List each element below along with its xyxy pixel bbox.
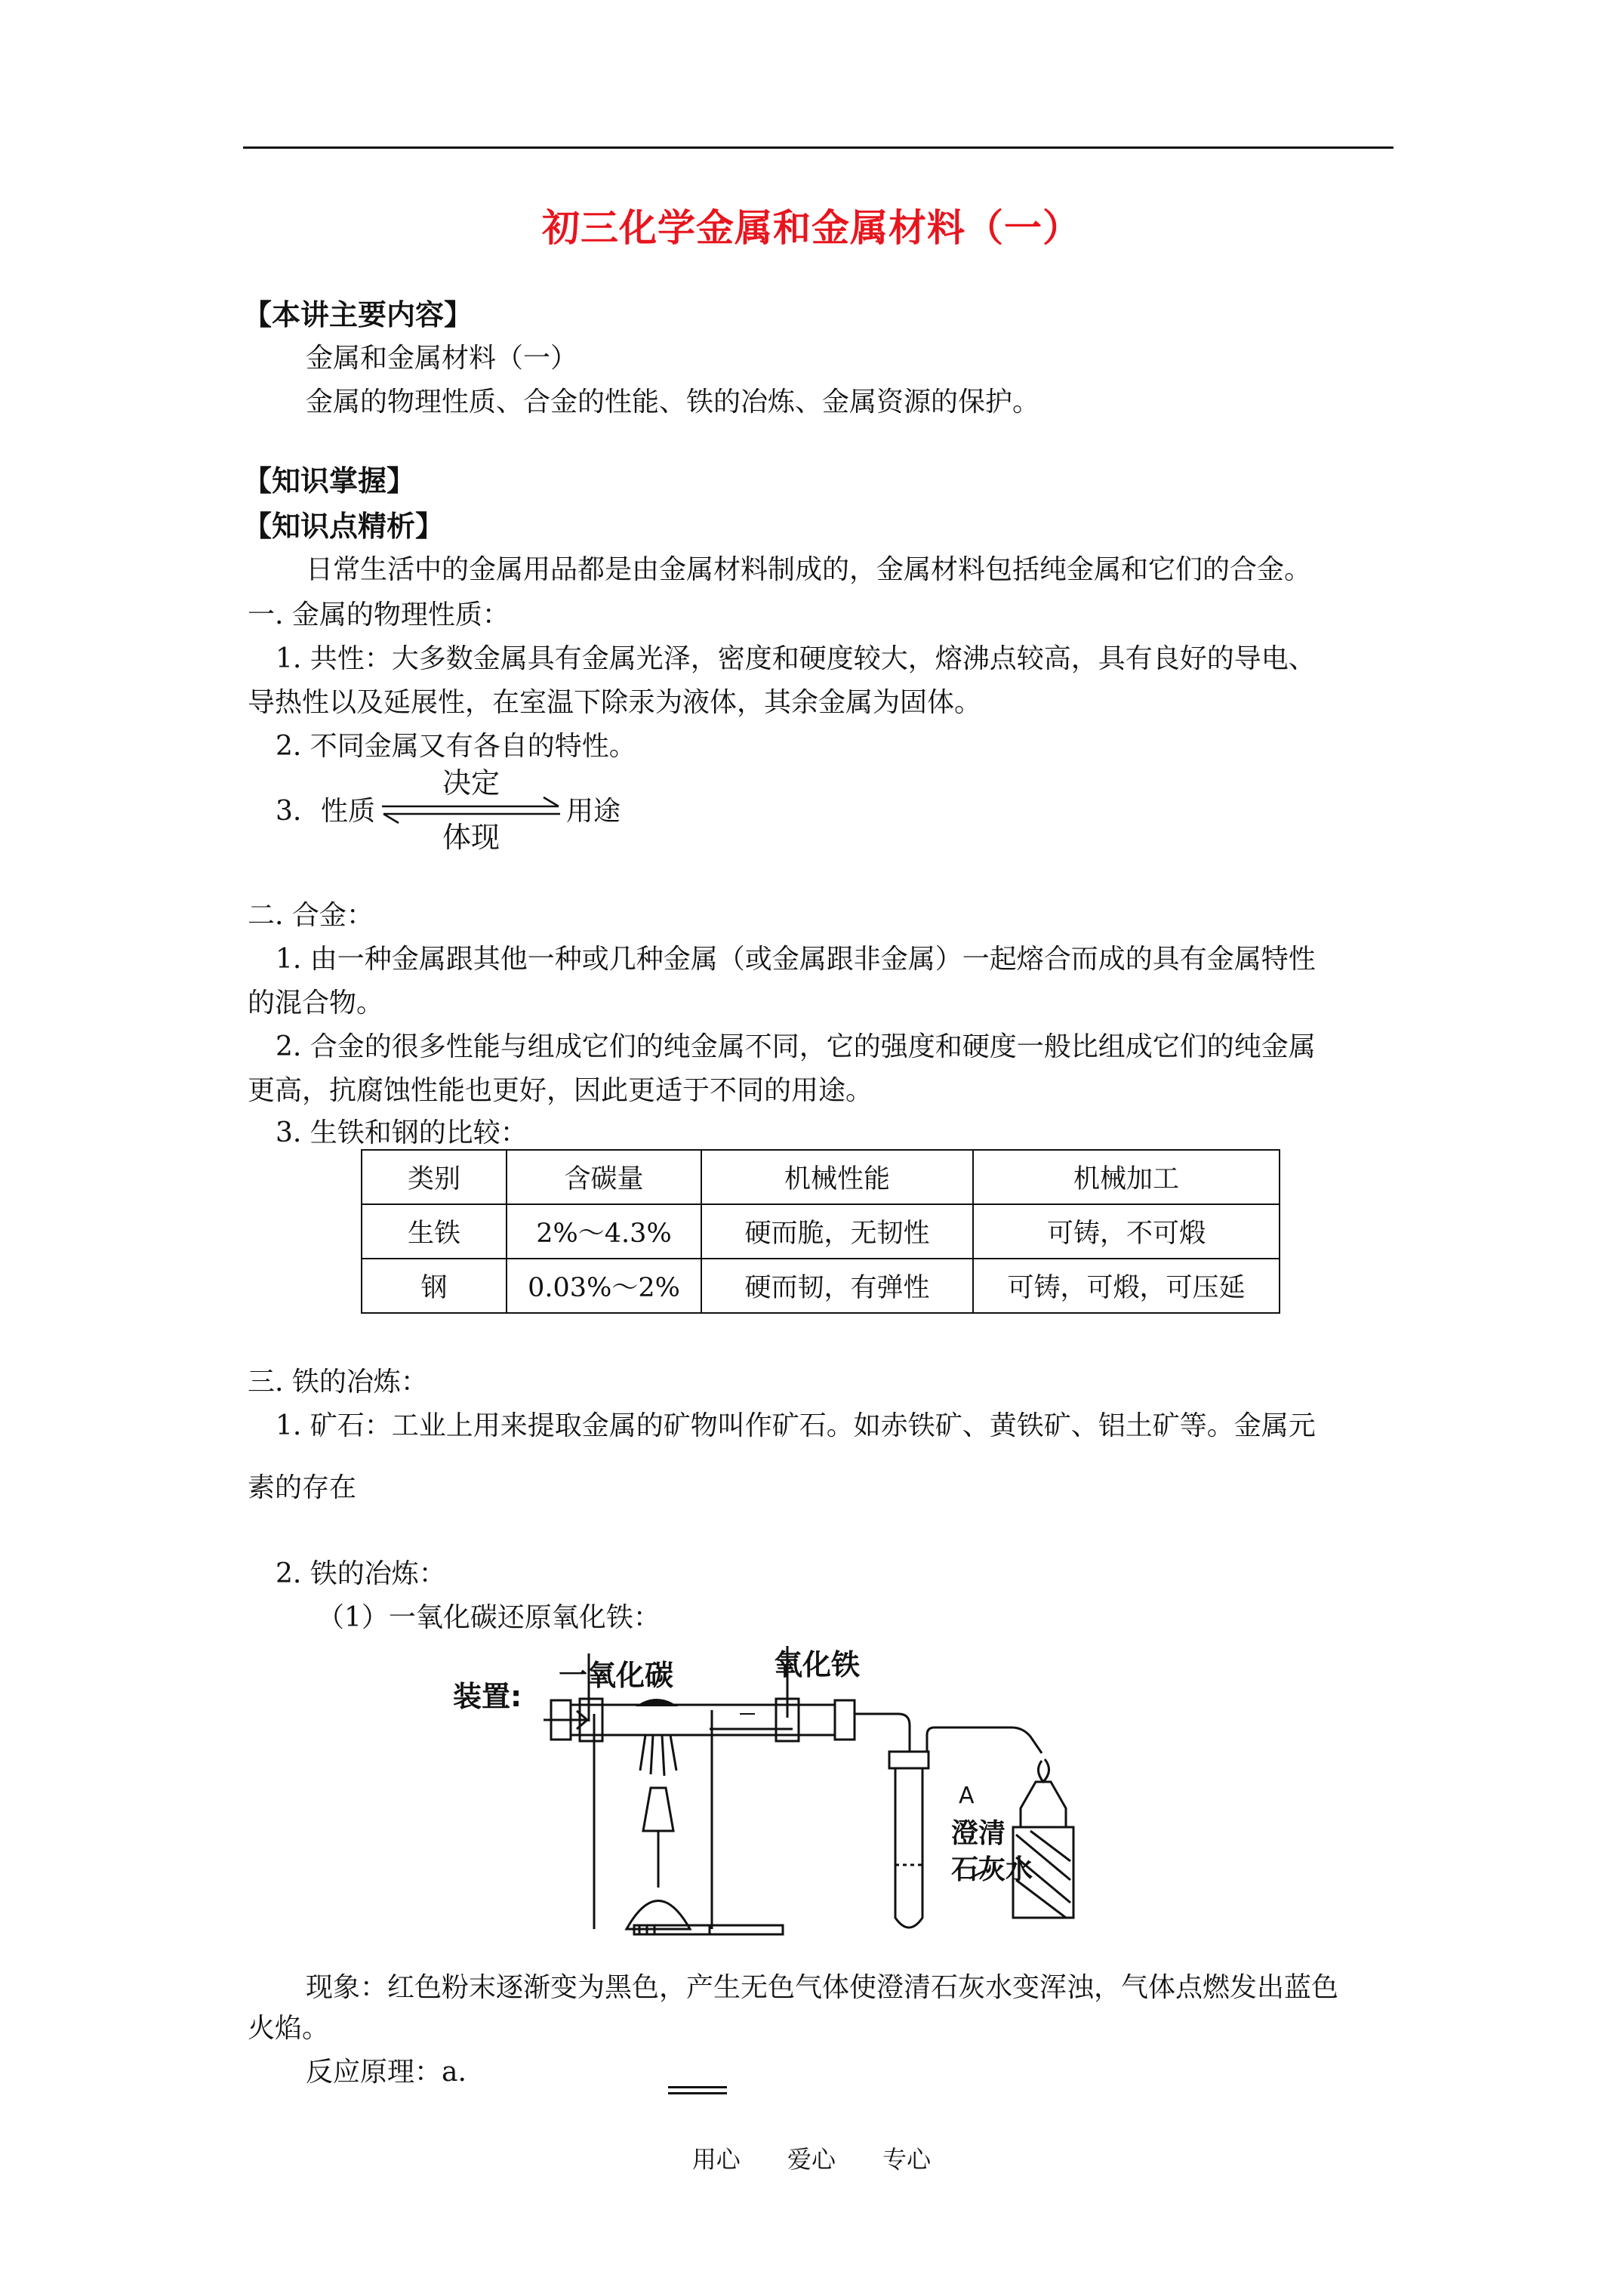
table-header-row xyxy=(362,1150,1280,1204)
table-header-cell: 类别 xyxy=(362,1150,507,1204)
phenomenon-line2: 火焰。 xyxy=(248,2013,330,2044)
hatch-line xyxy=(1016,1880,1066,1918)
burner-flame-cone xyxy=(643,1788,673,1831)
table-cell: 2%～4.3% xyxy=(507,1204,701,1259)
hatch-line xyxy=(1030,1831,1070,1861)
part1-title: 一. 金属的物理性质： xyxy=(248,599,510,630)
property-use-arrows xyxy=(379,763,564,861)
table-cell: 可铸，可煅，可压延 xyxy=(973,1259,1280,1313)
lamp-flame xyxy=(1038,1759,1049,1782)
section-main-line-1: 金属和金属材料（一） xyxy=(306,343,578,374)
part2-item2-line2: 更高，抗腐蚀性能也更好，因此更适于不同的用途。 xyxy=(248,1075,873,1106)
table-row xyxy=(362,1259,1280,1313)
part1-item3-right: 用途 xyxy=(566,796,621,827)
table-row xyxy=(362,1204,1280,1259)
exhaust-tube xyxy=(927,1727,1042,1753)
part1-item1-line2: 导热性以及延展性，在室温下除汞为液体，其余金属为固体。 xyxy=(248,687,982,718)
co-label: 一氧化碳 xyxy=(559,1659,674,1692)
outlet-tube xyxy=(855,1714,910,1752)
table-cell: 硬而韧，有弹性 xyxy=(701,1259,973,1313)
part2-item1-line1: 1. 由一种金属跟其他一种或几种金属（或金属跟非金属）一起熔合而成的具有金属特性 xyxy=(276,944,1316,975)
footer-word: 爱心 xyxy=(787,2145,836,2174)
test-tube-a xyxy=(895,1768,922,1928)
table-cell: 钢 xyxy=(362,1259,507,1313)
arrow-top-label: 决定 xyxy=(442,766,500,800)
label-a: A xyxy=(959,1783,975,1809)
glass-tube xyxy=(571,1705,835,1735)
heat-rays xyxy=(640,1735,676,1776)
page-footer xyxy=(0,2140,1623,2175)
limewater-label-1: 澄清 xyxy=(951,1818,1006,1849)
part1-item3-num: 3. xyxy=(276,796,302,827)
page-title: 初三化学金属和金属材料（一） xyxy=(542,206,1081,250)
part3-sub1: （1）一氧化碳还原氧化铁： xyxy=(317,1602,661,1633)
arrow-right-head xyxy=(544,797,559,806)
header-rule xyxy=(243,146,1394,149)
part1-item3-left: 性质 xyxy=(321,796,376,827)
co-reduction-apparatus xyxy=(438,1638,1283,1948)
knowledge-heading: 【知识掌握】 xyxy=(243,464,416,498)
fe2o3-label: 氧化铁 xyxy=(774,1648,861,1681)
part3-item2: 2. 铁的冶炼： xyxy=(276,1558,446,1589)
table-cell: 可铸，不可煅 xyxy=(973,1204,1280,1259)
part2-item1-line2: 的混合物。 xyxy=(248,988,384,1019)
part1-item1-line1: 1. 共性：大多数金属具有金属光泽，密度和硬度较大，熔沸点较高，具有良好的导电、 xyxy=(276,643,1316,674)
part2-item2-line1: 2. 合金的很多性能与组成它们的纯金属不同，它的强度和硬度一般比组成它们的纯金属 xyxy=(276,1031,1316,1062)
section-main-heading: 【本讲主要内容】 xyxy=(243,298,473,331)
table-cell: 0.03%～2% xyxy=(507,1259,701,1313)
iron-steel-table xyxy=(361,1149,1280,1314)
intro-text: 日常生活中的金属用品都是由金属材料制成的，金属材料包括纯金属和它们的合金。 xyxy=(306,554,1312,585)
part2-item3: 3. 生铁和钢的比较： xyxy=(276,1117,528,1148)
limewater-label-2: 石灰水 xyxy=(951,1854,1033,1885)
iron-oxide-powder xyxy=(636,1699,678,1706)
stopper-right xyxy=(835,1700,855,1740)
reaction-principle: 反应原理：a. xyxy=(306,2057,467,2088)
phenomenon-line1: 现象：红色粉末逐渐变为黑色，产生无色气体使澄清石灰水变浑浊，气体点燃发出蓝色 xyxy=(306,1972,1339,2003)
table-header-cell: 含碳量 xyxy=(507,1150,701,1204)
part3-item1-line2: 素的存在 xyxy=(248,1472,357,1503)
table-cell: 硬而脆，无韧性 xyxy=(701,1204,973,1259)
table-cell: 生铁 xyxy=(362,1204,507,1259)
alcohol-lamp xyxy=(1021,1782,1066,1827)
footer-word: 专心 xyxy=(882,2145,932,2174)
section-main-line-2: 金属的物理性质、合金的性能、铁的冶炼、金属资源的保护。 xyxy=(306,387,1040,418)
device-label: 装置: xyxy=(453,1680,522,1713)
part1-item2: 2. 不同金属又有各自的特性。 xyxy=(276,731,636,762)
arrow-bottom-label: 体现 xyxy=(442,821,500,854)
table-header-cell: 机械性能 xyxy=(701,1150,973,1204)
equation-line-bottom xyxy=(668,2092,727,2094)
footer-word: 用心 xyxy=(691,2145,741,2174)
arrow-left-head xyxy=(383,814,399,823)
test-tube-stopper xyxy=(889,1752,929,1768)
equation-line-top xyxy=(668,2086,727,2088)
analysis-heading: 【知识点精析】 xyxy=(243,510,445,543)
table-header-cell: 机械加工 xyxy=(973,1150,1280,1204)
part2-title: 二. 合金： xyxy=(248,900,374,931)
part3-item1-line1: 1. 矿石：工业上用来提取金属的矿物叫作矿石。如赤铁矿、黄铁矿、铝土矿等。金属元 xyxy=(276,1410,1316,1441)
part3-title: 三. 铁的冶炼： xyxy=(248,1367,428,1398)
